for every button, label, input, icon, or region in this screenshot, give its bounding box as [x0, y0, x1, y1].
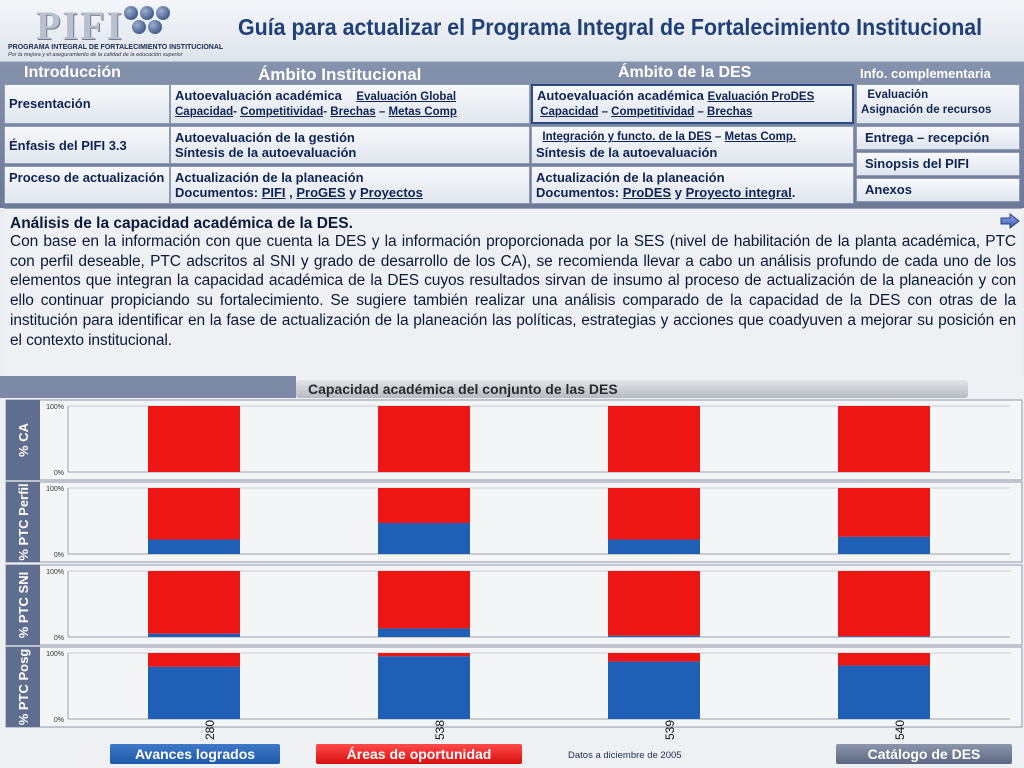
inst-sintesis-autoevaluacion[interactable]: Síntesis de la autoevaluación	[175, 145, 357, 160]
inst-brechas-link[interactable]: Brechas	[330, 106, 376, 118]
inst-capacidad-link[interactable]: Capacidad	[175, 106, 234, 118]
bar-avances-logrados	[608, 662, 700, 719]
des-metas-comp-link[interactable]: Metas Comp.	[724, 131, 797, 143]
next-arrow-icon[interactable]	[1000, 213, 1020, 229]
inst-pifi-link[interactable]: PIFI	[261, 185, 286, 200]
bar-avances-logrados	[838, 666, 930, 719]
bar-areas-oportunidad	[378, 653, 470, 656]
inst-proyectos-link[interactable]: Proyectos	[359, 185, 423, 200]
legend-areas-oportunidad: Áreas de oportunidad	[316, 744, 522, 764]
chart-title: Capacidad académica del conjunto de las DES	[296, 380, 968, 398]
bar-areas-oportunidad	[378, 488, 470, 523]
bar-avances-logrados	[148, 667, 240, 719]
bar-areas-oportunidad	[148, 406, 240, 472]
nav-presentacion[interactable]: Presentación	[4, 84, 170, 124]
nav-header-ambito-des: Ámbito de la DES	[618, 64, 752, 81]
content-panel	[4, 208, 1022, 376]
bar-areas-oportunidad	[148, 653, 240, 667]
chart-date-note: Datos a diciembre de 2005	[568, 750, 682, 761]
des-evaluacion-prodes-link[interactable]: Evaluación ProDES	[707, 91, 815, 103]
y-tick-label: 0%	[53, 552, 64, 559]
legend-avances-logrados: Avances logrados	[110, 744, 280, 764]
bar-avances-logrados	[838, 537, 930, 554]
legend-bar	[0, 742, 1024, 768]
inst-competitividad-link[interactable]: Competitividad	[240, 106, 324, 118]
page-title: Guía para actualizar el Programa Integral de Fortalecimiento Institucional	[238, 14, 983, 40]
bar-areas-oportunidad	[148, 571, 240, 634]
bar-areas-oportunidad	[608, 653, 700, 662]
des-autoevaluacion-title[interactable]: Autoevaluación académica	[537, 88, 704, 103]
inst-autoevaluacion-gestion[interactable]: Autoevaluación de la gestión	[175, 130, 355, 145]
bar-areas-oportunidad	[148, 488, 240, 539]
bar-avances-logrados	[608, 636, 700, 637]
des-proyecto-integral-link[interactable]: Proyecto integral	[685, 185, 792, 200]
bar-avances-logrados	[838, 636, 930, 637]
des-capacidad-link[interactable]: Capacidad	[540, 106, 599, 118]
info-evaluacion-link[interactable]: Evaluación	[867, 89, 929, 101]
bar-areas-oportunidad	[608, 488, 700, 539]
y-tick-label: 0%	[53, 635, 64, 642]
nav-header-info-complementaria: Info. complementaria	[860, 66, 991, 81]
nav-inst-autoevaluacion: Autoevaluación académica Evaluación Global Capacidad- Competitividad- Brechas – Metas Comp	[170, 84, 530, 124]
header	[0, 0, 1024, 62]
catalogo-des-button[interactable]: Catálogo de DES	[836, 744, 1012, 764]
inst-documentos-label: Documentos:	[175, 185, 259, 200]
nav-des-autoevaluacion: Autoevaluación académica Evaluación ProDES Capacidad – Competitividad – Brechas	[531, 84, 854, 124]
bar-avances-logrados	[608, 539, 700, 554]
des-actualizacion-planeacion[interactable]: Actualización de la planeación	[536, 170, 725, 185]
nav-info-anexos[interactable]: Anexos	[856, 178, 1020, 202]
nav-des-planeacion: Actualización de la planeación Documentos: ProDES y Proyecto integral.	[531, 166, 854, 204]
y-tick-label: 0%	[53, 470, 64, 477]
inst-autoevaluacion-title[interactable]: Autoevaluación académica	[175, 88, 342, 103]
nav-info-sinopsis[interactable]: Sinopsis del PIFI	[856, 152, 1020, 176]
bar-avances-logrados	[148, 634, 240, 637]
des-brechas-link[interactable]: Brechas	[707, 106, 753, 118]
bar-areas-oportunidad	[608, 406, 700, 472]
category-label: 540	[893, 719, 907, 740]
bar-areas-oportunidad	[608, 571, 700, 636]
content-title: Análisis de la capacidad académica de la DES.	[10, 215, 353, 232]
category-label: 539	[663, 719, 677, 740]
pifi-logo[interactable]	[4, 2, 224, 58]
nav-header-ambito-institucional: Ámbito Institucional	[258, 65, 422, 84]
logo-word: PIFI	[36, 3, 124, 48]
bar-areas-oportunidad	[838, 488, 930, 537]
inst-actualizacion-planeacion[interactable]: Actualización de la planeación	[175, 170, 364, 185]
y-tick-label: 100%	[46, 486, 64, 493]
navigation-grid	[0, 62, 1024, 208]
nav-header-introduccion: Introducción	[24, 64, 121, 81]
bar-avances-logrados	[148, 539, 240, 554]
bar-areas-oportunidad	[378, 571, 470, 628]
des-sintesis-autoevaluacion[interactable]: Síntesis de la autoevaluación	[536, 145, 718, 160]
nav-proceso-actualizacion[interactable]: Proceso de actualización	[4, 166, 170, 204]
panel-label: % PTC Perfil	[16, 483, 31, 561]
inst-metas-comp-link[interactable]: Metas Comp	[388, 106, 457, 118]
y-tick-label: 100%	[46, 404, 64, 411]
bar-avances-logrados	[378, 523, 470, 554]
bar-areas-oportunidad	[838, 571, 930, 636]
des-prodes-link[interactable]: ProDES	[622, 185, 672, 200]
y-tick-label: 100%	[46, 569, 64, 576]
logo-name: PROGRAMA INTEGRAL DE FORTALECIMIENTO INSTITUCIONAL	[8, 44, 224, 51]
bar-areas-oportunidad	[838, 406, 930, 472]
y-tick-label: 0%	[53, 717, 64, 724]
panel-label: % PTC Posg	[16, 648, 31, 726]
capacidad-academica-chart	[0, 376, 1024, 768]
bar-avances-logrados	[378, 628, 470, 637]
bar-avances-logrados	[378, 656, 470, 719]
nav-info-evaluacion	[856, 84, 1020, 124]
category-label: 280	[203, 719, 217, 740]
panel-label: % PTC SNI	[16, 571, 31, 639]
logo-tagline: Por la mejora y el aseguramiento de la calidad de la educación superior	[8, 52, 183, 58]
inst-evaluacion-global-link[interactable]: Evaluación Global	[356, 91, 457, 103]
des-integracion-link[interactable]: Integración y functo. de la DES	[542, 131, 712, 143]
info-asignacion-recursos-link[interactable]: Asignación de recursos	[861, 104, 992, 116]
des-competitividad-link[interactable]: Competitividad	[611, 106, 695, 118]
inst-proges-link[interactable]: ProGES	[296, 185, 346, 200]
nav-inst-gestion	[170, 126, 530, 164]
nav-inst-planeacion: Actualización de la planeación Documentos: PIFI , ProGES y Proyectos	[170, 166, 530, 204]
des-documentos-label: Documentos:	[536, 185, 620, 200]
bar-areas-oportunidad	[378, 406, 470, 472]
nav-info-entrega-recepcion[interactable]: Entrega – recepción	[856, 126, 1020, 150]
y-tick-label: 100%	[46, 651, 64, 658]
nav-des-integracion: Integración y functo. de la DES – Metas Comp. Síntesis de la autoevaluación	[531, 126, 854, 164]
nav-enfasis-pifi[interactable]: Énfasis del PIFI 3.3	[4, 126, 170, 164]
panel-label: % CA	[16, 423, 31, 457]
chart-plot-area	[0, 376, 1024, 768]
bar-areas-oportunidad	[838, 653, 930, 666]
content-body: Con base en la información con que cuenta la DES y la información proporcionada por la SES (nivel de habilitación de la planta académica, PTC con perfil deseable, PTC adscritos al SNI y grado de desarrollo de los CA), se recomienda llevar a cabo un análisis profundo de cada uno de los elementos que integran la capacidad académica de la DES cuyos resultados sirvan de insumo al proceso de actualización de la planeación y con ello continuar propiciando su fortalecimiento. Se sugiere también realizar una análisis comparado de la capacidad de la DES con otras de la institución para identificar en la fase de actualización de la planeación las políticas, estrategias y acciones que coadyuven a mejorar su posición en el contexto institucional.	[10, 233, 1016, 349]
category-label: 538	[433, 719, 447, 740]
